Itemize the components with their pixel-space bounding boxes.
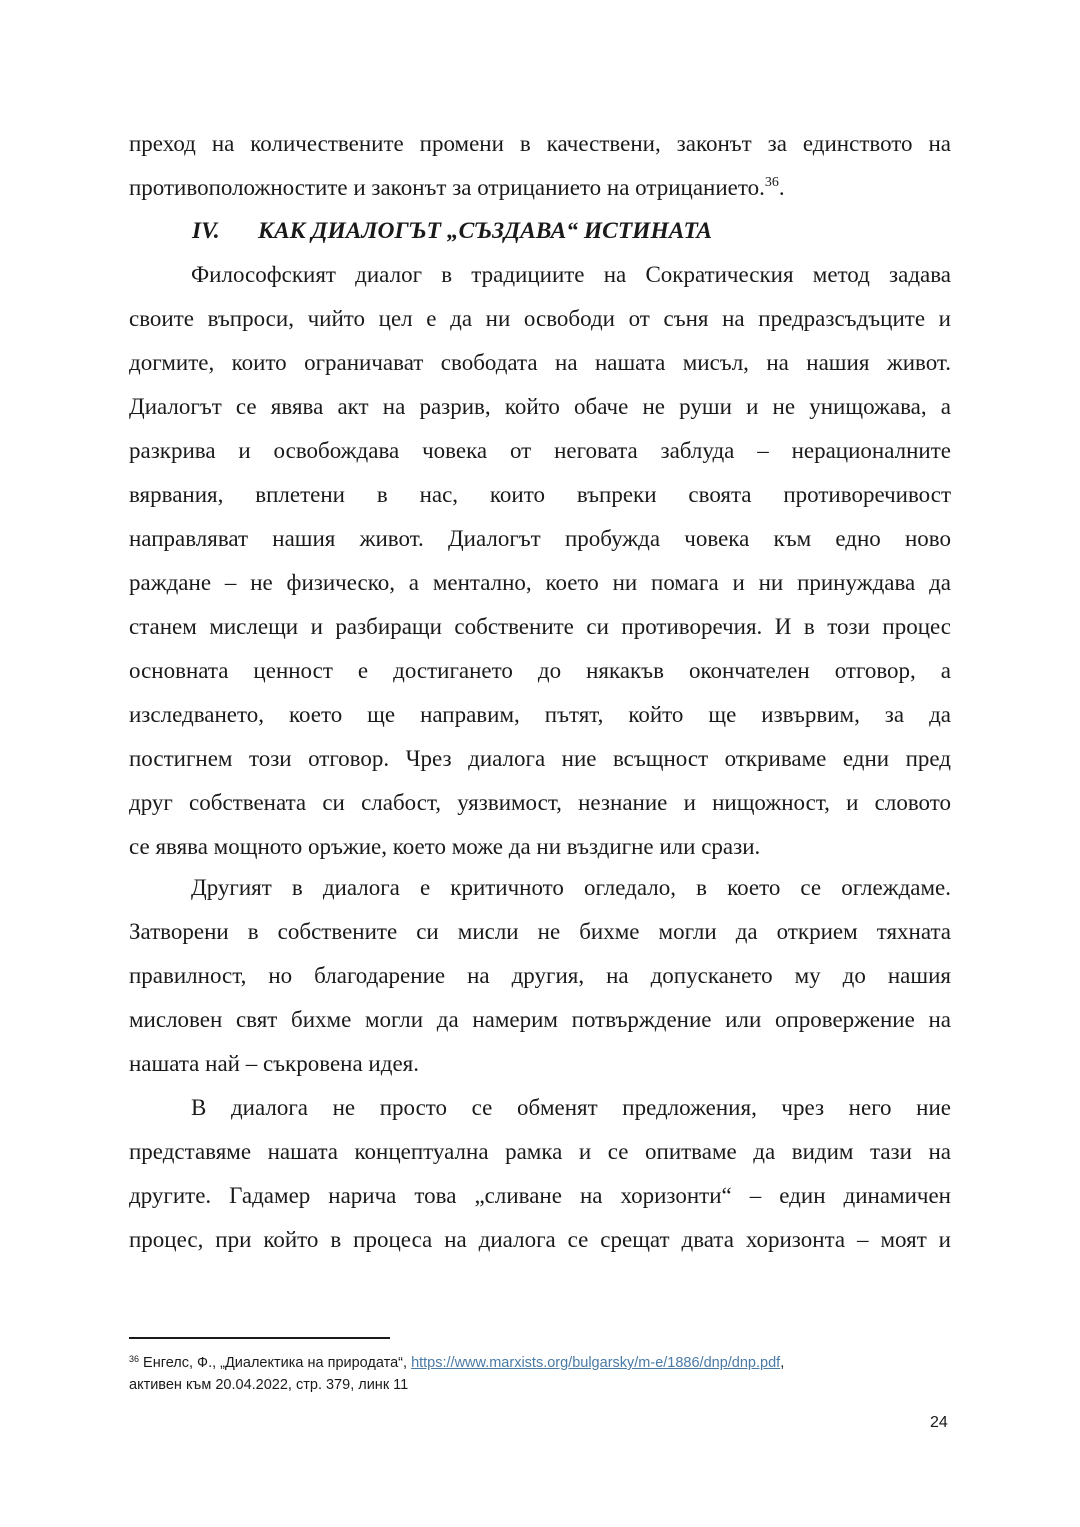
- paragraph-continuation: [129, 122, 951, 210]
- text-line: Затворени в собствените си мисли не бихме могли да открием тяхната: [129, 919, 951, 944]
- footnote-punctuation: ,: [780, 1355, 785, 1371]
- text-line: направляват нашия живот. Диалогът пробужда човека към едно ново: [129, 526, 951, 551]
- footnote-separator: [129, 1337, 390, 1339]
- footnote-number: 36: [129, 1354, 140, 1364]
- text-line: правилност, но благодарение на другия, на допускането му до нашия: [129, 963, 951, 988]
- text-line: догмите, които ограничават свободата на нашата мисъл, на нашия живот.: [129, 350, 951, 375]
- text-line: се явява мощното оръжие, което може да ни въздигне или срази.: [129, 834, 761, 859]
- section-number: IV.: [192, 218, 220, 244]
- text-line: другите. Гадамер нарича това „сливане на хоризонти“ – един динамичен: [129, 1183, 951, 1208]
- text-line: представяме нашата концептуална рамка и се опитваме да видим тази на: [129, 1139, 951, 1164]
- paragraph-1: [129, 253, 951, 869]
- text-line: Философският диалог в традициите на Сократическия метод задава: [191, 262, 951, 287]
- text-line: Другият в диалога е критичното огледало, в което се оглеждаме.: [191, 875, 951, 900]
- text-line: друг собствената си слабост, уязвимост, незнание и нищожност, и словото: [129, 790, 951, 815]
- footnote-citation: Енгелс, Ф., „Диалектика на природата“,: [139, 1355, 412, 1371]
- paragraph-2: [129, 866, 951, 1086]
- text-line: процес, при който в процеса на диалога се срещат двата хоризонта – моят и: [129, 1227, 951, 1252]
- text-line: Диалогът се явява акт на разрив, който обаче не руши и не унищожава, а: [129, 394, 951, 419]
- text-line: разкрива и освобождава човека от неговата заблуда – нерационалните: [129, 438, 951, 463]
- footnote-line: [129, 1352, 959, 1374]
- text-line: нашата най – съкровена идея.: [129, 1051, 419, 1076]
- text-line: изследването, което ще направим, пътят, който ще извървим, за да: [129, 702, 951, 727]
- section-heading: [192, 209, 712, 253]
- text-line: основната ценност е достигането до някакъв окончателен отговор, а: [129, 658, 951, 683]
- text-line-content: противоположностите и законът за отрицанието на отрицанието.: [129, 175, 765, 200]
- text-line: преход на количествените промени в качествени, законът за единството на: [129, 131, 951, 156]
- text-line: своите въпроси, чийто цел е да ни освободи от съня на предразсъдъците и: [129, 306, 951, 331]
- text-line: станем мислещи и разбиращи собствените си противоречия. И в този процес: [129, 614, 951, 639]
- section-title: КАК ДИАЛОГЪТ „СЪЗДАВА“ ИСТИНАТА: [258, 218, 713, 244]
- text-line: В диалога не просто се обменят предложения, чрез него ние: [191, 1095, 951, 1120]
- text-line: раждане – не физическо, а ментално, което ни помага и ни принуждава да: [129, 570, 951, 595]
- text-line: постигнем този отговор. Чрез диалога ние всъщност откриваме едни пред: [129, 746, 951, 771]
- text-line: [129, 166, 951, 210]
- paragraph-3: [129, 1086, 951, 1262]
- footnote-line-2: активен към 20.04.2022, стр. 379, линк 11: [129, 1377, 409, 1393]
- text-line: мисловен свят бихме могли да намерим потвърждение или опровержение на: [129, 1007, 951, 1032]
- footnote-reference[interactable]: 36: [764, 175, 779, 190]
- footnote-link[interactable]: https://www.marxists.org/bulgarsky/m-e/1886/dnp/dnp.pdf: [411, 1355, 781, 1371]
- text-line: вярвания, вплетени в нас, които въпреки своята противоречивост: [129, 482, 951, 507]
- footnote: [129, 1352, 959, 1396]
- page-number: 24: [930, 1414, 948, 1431]
- sentence-end: .: [778, 175, 785, 200]
